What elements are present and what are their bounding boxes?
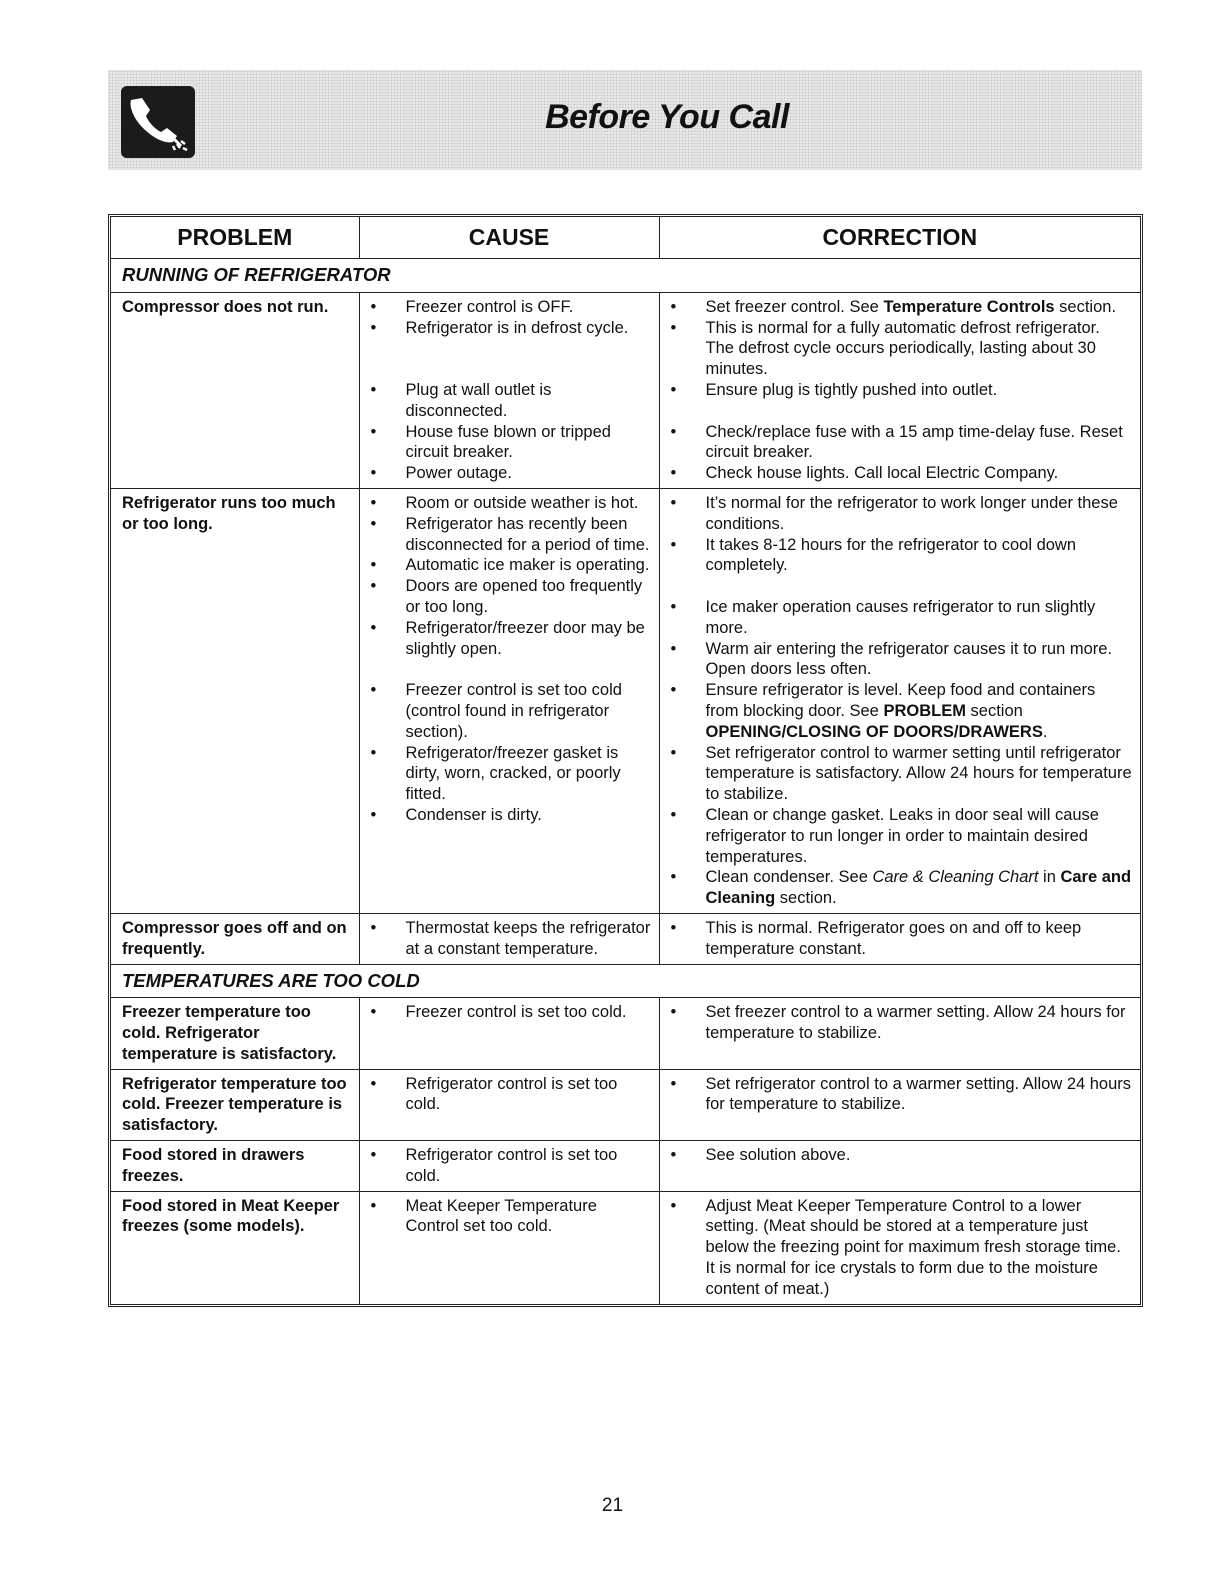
correction-item: • It’s normal for the refrigerator to work longer under these conditions. [660, 493, 1141, 535]
cause-cell [359, 488, 659, 913]
cause-item: • Condenser is dirty. [360, 805, 659, 826]
column-header-correction: CORRECTION [659, 217, 1140, 259]
problem-cell: Freezer temperature too cold. Refrigerator temperature is satisfactory. [111, 998, 359, 1069]
cause-item: • Thermostat keeps the refrigerator at a constant temperature. [360, 918, 659, 960]
correction-item: • Check house lights. Call local Electric Company. [660, 463, 1141, 484]
table-row [111, 292, 1140, 488]
correction-item: • Warm air entering the refrigerator causes it to run more. Open doors less often. [660, 639, 1141, 681]
correction-item: • Ice maker operation causes refrigerator to run slightly more. [660, 597, 1141, 639]
problem-cell: Compressor does not run. [111, 292, 359, 488]
problem-cell: Refrigerator runs too much or too long. [111, 488, 359, 913]
column-header-cause: CAUSE [359, 217, 659, 259]
table-row [111, 1069, 1140, 1140]
cause-item: • Refrigerator has recently been disconnected for a period of time. [360, 514, 659, 556]
cause-item: • Refrigerator/freezer gasket is dirty, worn, cracked, or poorly fitted. [360, 743, 659, 805]
correction-item: • Adjust Meat Keeper Temperature Control to a lower setting. (Meat should be stored at a temperature just below the freezing point for maximum fresh storage time. It is normal for ice crystals to form due to the moisture content of meat.) [660, 1196, 1141, 1300]
cause-item: • Meat Keeper Temperature Control set too cold. [360, 1196, 659, 1238]
cause-cell [359, 292, 659, 488]
correction-item: • Set freezer control to a warmer setting. Allow 24 hours for temperature to stabilize. [660, 1002, 1141, 1044]
cause-item: • Freezer control is set too cold (control found in refrigerator section). [360, 680, 659, 742]
problem-cell: Food stored in Meat Keeper freezes (some models). [111, 1191, 359, 1303]
cause-cell [359, 1191, 659, 1303]
correction-item: • Clean or change gasket. Leaks in door seal will cause refrigerator to run longer in order to maintain desired temperatures. [660, 805, 1141, 867]
page-number: 21 [601, 1495, 624, 1516]
correction-cell [659, 488, 1140, 913]
problem-cell: Compressor goes off and on frequently. [111, 913, 359, 964]
correction-cell [659, 292, 1140, 488]
correction-item: • Ensure refrigerator is level. Keep food and containers from blocking door. See PROBLEM section OPENING/CLOSING OF DOORS/DRAWERS. [660, 680, 1141, 742]
correction-cell [659, 1069, 1140, 1140]
problem-cell: Food stored in drawers freezes. [111, 1141, 359, 1192]
cause-cell [359, 913, 659, 964]
cause-cell [359, 1069, 659, 1140]
correction-cell [659, 998, 1140, 1069]
correction-item: • Set freezer control. See Temperature Controls section. [660, 297, 1141, 318]
table-row [111, 998, 1140, 1069]
correction-cell [659, 1141, 1140, 1192]
troubleshooting-table [108, 214, 1143, 1307]
cause-item: • House fuse blown or tripped circuit breaker. [360, 422, 659, 464]
correction-item: • It takes 8-12 hours for the refrigerator to cool down completely. [660, 535, 1141, 577]
cause-item: • Refrigerator control is set too cold. [360, 1074, 659, 1116]
column-header-problem: PROBLEM [111, 217, 359, 259]
correction-cell [659, 913, 1140, 964]
cause-item: • Room or outside weather is hot. [360, 493, 659, 514]
correction-cell [659, 1191, 1140, 1303]
correction-item: • Set refrigerator control to warmer setting until refrigerator temperature is satisfactory. Allow 24 hours for temperature to stabilize. [660, 743, 1141, 805]
table-row [111, 1141, 1140, 1192]
cause-item: • Refrigerator/freezer door may be slightly open. [360, 618, 659, 660]
cause-item: • Automatic ice maker is operating. [360, 555, 659, 576]
cause-item: • Plug at wall outlet is disconnected. [360, 380, 659, 422]
table-row [111, 488, 1140, 913]
cause-item: • Doors are opened too frequently or too long. [360, 576, 659, 618]
correction-item: • Check/replace fuse with a 15 amp time-delay fuse. Reset circuit breaker. [660, 422, 1141, 464]
table-row [111, 913, 1140, 964]
cause-cell [359, 998, 659, 1069]
cause-item: • Refrigerator is in defrost cycle. [360, 318, 659, 339]
cause-cell [359, 1141, 659, 1192]
table-row [111, 1191, 1140, 1303]
cause-item: • Refrigerator control is set too cold. [360, 1145, 659, 1187]
section-heading: RUNNING OF REFRIGERATOR [111, 259, 1140, 293]
section-heading: TEMPERATURES ARE TOO COLD [111, 964, 1140, 998]
correction-item: • See solution above. [660, 1145, 1141, 1166]
correction-item: • Set refrigerator control to a warmer setting. Allow 24 hours for temperature to stabilize. [660, 1074, 1141, 1116]
cause-item: • Freezer control is set too cold. [360, 1002, 659, 1023]
correction-item: • This is normal for a fully automatic defrost refrigerator. The defrost cycle occurs periodically, lasting about 30 minutes. [660, 318, 1141, 380]
correction-item: • This is normal. Refrigerator goes on and off to keep temperature constant. [660, 918, 1141, 960]
cause-item: • Power outage. [360, 463, 659, 484]
correction-item: • Ensure plug is tightly pushed into outlet. [660, 380, 1141, 401]
correction-item: • Clean condenser. See Care & Cleaning Chart in Care and Cleaning section. [660, 867, 1141, 909]
page-title: Before You Call [545, 98, 789, 136]
problem-cell: Refrigerator temperature too cold. Freezer temperature is satisfactory. [111, 1069, 359, 1140]
cause-item: • Freezer control is OFF. [360, 297, 659, 318]
